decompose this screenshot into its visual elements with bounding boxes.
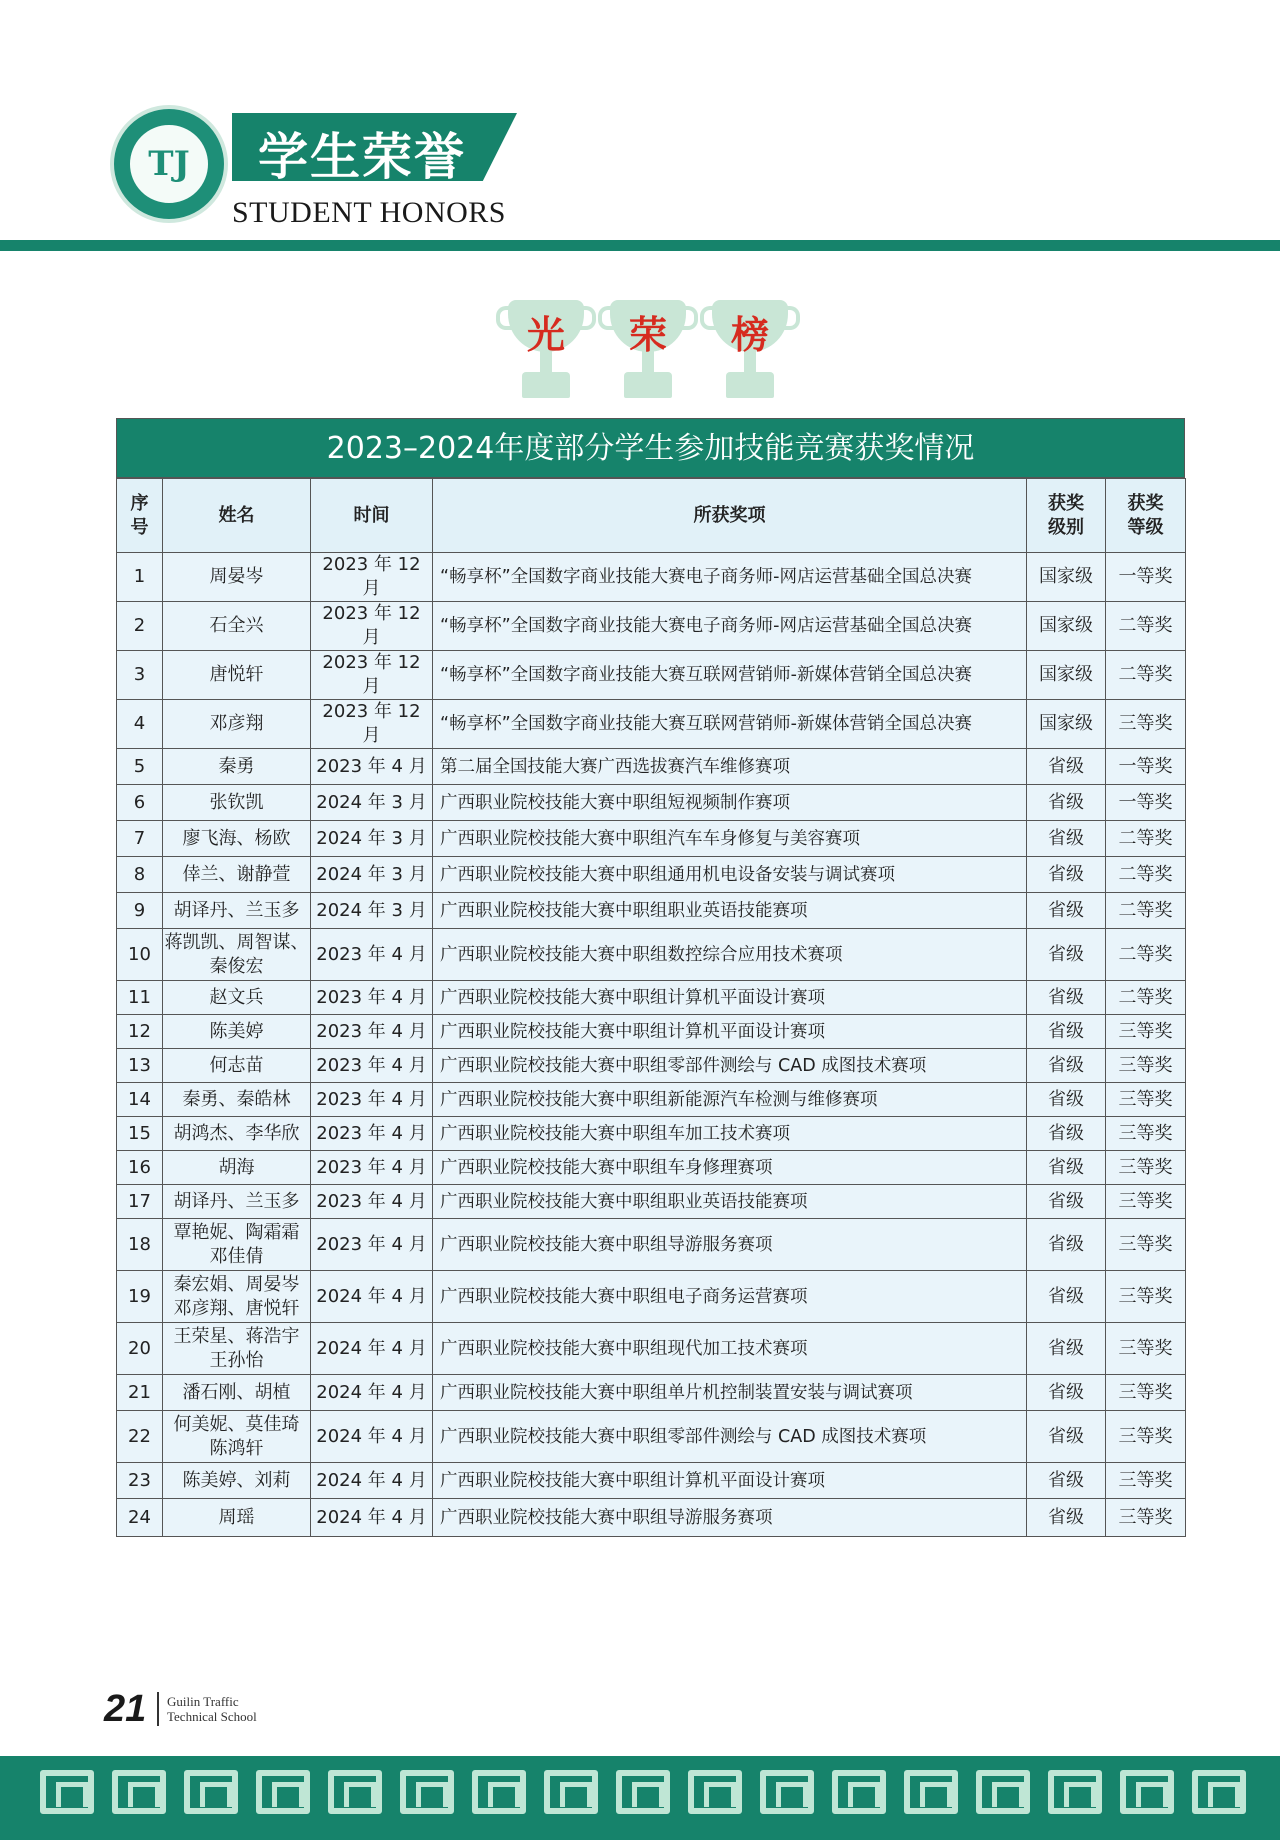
row-index: 18 — [117, 1219, 163, 1271]
table-row — [117, 1411, 1186, 1463]
student-names: 廖飞海、杨欧 — [163, 821, 311, 857]
table-row — [117, 857, 1186, 893]
award-time: 2023 年 4 月 — [311, 1219, 433, 1271]
award-grade: 三等奖 — [1106, 1463, 1186, 1499]
award-grade: 三等奖 — [1106, 1185, 1186, 1219]
row-index: 10 — [117, 929, 163, 981]
col-header-name: 姓名 — [163, 479, 311, 553]
table-row — [117, 821, 1186, 857]
fret-motif — [616, 1770, 670, 1814]
award-grade: 二等奖 — [1106, 981, 1186, 1015]
page-number: 21 — [104, 1688, 147, 1730]
row-index: 19 — [117, 1271, 163, 1323]
award-grade: 一等奖 — [1106, 749, 1186, 785]
award-name: “畅享杯”全国数字商业技能大赛电子商务师-网店运营基础全国总决赛 — [433, 553, 1027, 602]
row-index: 8 — [117, 857, 163, 893]
award-level: 国家级 — [1027, 651, 1106, 700]
fret-motif — [544, 1770, 598, 1814]
award-level: 省级 — [1027, 749, 1106, 785]
award-name: 广西职业院校技能大赛中职组现代加工技术赛项 — [433, 1323, 1027, 1375]
award-level: 省级 — [1027, 1117, 1106, 1151]
student-names: 石全兴 — [163, 602, 311, 651]
table-row — [117, 785, 1186, 821]
student-names: 秦宏娟、周晏岑 邓彦翔、唐悦轩 — [163, 1271, 311, 1323]
row-index: 16 — [117, 1151, 163, 1185]
award-time: 2024 年 4 月 — [311, 1463, 433, 1499]
award-level: 省级 — [1027, 1323, 1106, 1375]
fret-motif — [976, 1770, 1030, 1814]
award-level: 国家级 — [1027, 700, 1106, 749]
award-time: 2023 年 12 月 — [311, 700, 433, 749]
table-row — [117, 1015, 1186, 1049]
row-index: 12 — [117, 1015, 163, 1049]
award-grade: 二等奖 — [1106, 857, 1186, 893]
award-time: 2023 年 4 月 — [311, 1083, 433, 1117]
student-names: 胡海 — [163, 1151, 311, 1185]
fret-motif — [472, 1770, 526, 1814]
student-names: 唐悦轩 — [163, 651, 311, 700]
award-name: 广西职业院校技能大赛中职组新能源汽车检测与维修赛项 — [433, 1083, 1027, 1117]
student-names: 倖兰、谢静萱 — [163, 857, 311, 893]
award-grade: 三等奖 — [1106, 1117, 1186, 1151]
award-time: 2023 年 12 月 — [311, 602, 433, 651]
award-name: 广西职业院校技能大赛中职组职业英语技能赛项 — [433, 1185, 1027, 1219]
award-level: 省级 — [1027, 857, 1106, 893]
award-level: 省级 — [1027, 893, 1106, 929]
award-name: 广西职业院校技能大赛中职组零部件测绘与 CAD 成图技术赛项 — [433, 1411, 1027, 1463]
award-grade: 三等奖 — [1106, 1015, 1186, 1049]
award-grade: 三等奖 — [1106, 1083, 1186, 1117]
table-row — [117, 1499, 1186, 1537]
award-name: 广西职业院校技能大赛中职组单片机控制装置安装与调试赛项 — [433, 1375, 1027, 1411]
page-number-divider — [157, 1692, 159, 1726]
table-row — [117, 1049, 1186, 1083]
table-row — [117, 602, 1186, 651]
student-names: 秦勇 — [163, 749, 311, 785]
award-time: 2024 年 4 月 — [311, 1271, 433, 1323]
award-time: 2023 年 4 月 — [311, 1015, 433, 1049]
col-header-time: 时间 — [311, 479, 433, 553]
award-name: 广西职业院校技能大赛中职组电子商务运营赛项 — [433, 1271, 1027, 1323]
row-index: 5 — [117, 749, 163, 785]
award-time: 2023 年 12 月 — [311, 553, 433, 602]
row-index: 3 — [117, 651, 163, 700]
award-grade: 三等奖 — [1106, 1271, 1186, 1323]
award-name: 广西职业院校技能大赛中职组计算机平面设计赛项 — [433, 1463, 1027, 1499]
award-time: 2024 年 3 月 — [311, 893, 433, 929]
school-name — [167, 1694, 257, 1724]
school-name-line2: Technical School — [167, 1709, 257, 1724]
award-name: 广西职业院校技能大赛中职组通用机电设备安装与调试赛项 — [433, 857, 1027, 893]
page-subtitle: STUDENT HONORS — [232, 196, 506, 229]
award-grade: 二等奖 — [1106, 893, 1186, 929]
student-names: 王荣星、蒋浩宇 王孙怡 — [163, 1323, 311, 1375]
award-name: 广西职业院校技能大赛中职组短视频制作赛项 — [433, 785, 1027, 821]
award-name: “畅享杯”全国数字商业技能大赛互联网营销师-新媒体营销全国总决赛 — [433, 700, 1027, 749]
table-header-row — [117, 479, 1186, 553]
table-row — [117, 929, 1186, 981]
col-header-award: 所获奖项 — [433, 479, 1027, 553]
trophy-icon — [602, 296, 694, 402]
table-row — [117, 893, 1186, 929]
table-row — [117, 1375, 1186, 1411]
award-name: 广西职业院校技能大赛中职组零部件测绘与 CAD 成图技术赛项 — [433, 1049, 1027, 1083]
fret-motif — [1120, 1770, 1174, 1814]
row-index: 11 — [117, 981, 163, 1015]
page-header — [0, 0, 1280, 260]
fret-motif — [1192, 1770, 1246, 1814]
school-name-line1: Guilin Traffic — [167, 1694, 239, 1709]
award-grade: 一等奖 — [1106, 553, 1186, 602]
award-time: 2024 年 4 月 — [311, 1499, 433, 1537]
award-grade: 三等奖 — [1106, 1499, 1186, 1537]
row-index: 24 — [117, 1499, 163, 1537]
table-row — [117, 553, 1186, 602]
student-names: 胡译丹、兰玉多 — [163, 893, 311, 929]
award-grade: 二等奖 — [1106, 602, 1186, 651]
awards-table-section — [116, 418, 1185, 1537]
award-level: 省级 — [1027, 1463, 1106, 1499]
award-time: 2024 年 4 月 — [311, 1323, 433, 1375]
student-names: 潘石刚、胡植 — [163, 1375, 311, 1411]
row-index: 14 — [117, 1083, 163, 1117]
award-time: 2024 年 3 月 — [311, 785, 433, 821]
row-index: 9 — [117, 893, 163, 929]
award-level: 省级 — [1027, 1375, 1106, 1411]
award-name: 广西职业院校技能大赛中职组数控综合应用技术赛项 — [433, 929, 1027, 981]
honor-char: 光 — [526, 312, 565, 357]
award-level: 省级 — [1027, 1271, 1106, 1323]
table-title: 2023–2024年度部分学生参加技能竞赛获奖情况 — [116, 418, 1185, 478]
award-level: 省级 — [1027, 1185, 1106, 1219]
award-name: 广西职业院校技能大赛中职组车加工技术赛项 — [433, 1117, 1027, 1151]
row-index: 2 — [117, 602, 163, 651]
award-level: 省级 — [1027, 1083, 1106, 1117]
row-index: 1 — [117, 553, 163, 602]
table-row — [117, 981, 1186, 1015]
table-row — [117, 749, 1186, 785]
fret-motif — [328, 1770, 382, 1814]
row-index: 21 — [117, 1375, 163, 1411]
award-time: 2023 年 12 月 — [311, 651, 433, 700]
student-names: 周晏岑 — [163, 553, 311, 602]
award-time: 2024 年 4 月 — [311, 1375, 433, 1411]
col-header-index: 序 号 — [117, 479, 163, 553]
award-level: 国家级 — [1027, 602, 1106, 651]
col-header-grade: 获奖 等级 — [1106, 479, 1186, 553]
fret-pattern — [40, 1770, 1280, 1826]
award-grade: 二等奖 — [1106, 821, 1186, 857]
table-row — [117, 1083, 1186, 1117]
row-index: 7 — [117, 821, 163, 857]
fret-motif — [688, 1770, 742, 1814]
row-index: 13 — [117, 1049, 163, 1083]
award-level: 省级 — [1027, 1411, 1106, 1463]
honor-char: 荣 — [628, 312, 667, 357]
fret-motif — [256, 1770, 310, 1814]
table-row — [117, 1271, 1186, 1323]
award-time: 2023 年 4 月 — [311, 981, 433, 1015]
logo-monogram: TJ — [127, 122, 211, 206]
award-name: 广西职业院校技能大赛中职组导游服务赛项 — [433, 1499, 1027, 1537]
award-time: 2024 年 4 月 — [311, 1411, 433, 1463]
award-grade: 一等奖 — [1106, 785, 1186, 821]
award-grade: 二等奖 — [1106, 651, 1186, 700]
award-grade: 二等奖 — [1106, 929, 1186, 981]
row-index: 17 — [117, 1185, 163, 1219]
award-name: 广西职业院校技能大赛中职组职业英语技能赛项 — [433, 893, 1027, 929]
student-names: 周瑶 — [163, 1499, 311, 1537]
table-row — [117, 1323, 1186, 1375]
table-row — [117, 700, 1186, 749]
student-names: 蒋凯凯、周智谋、 秦俊宏 — [163, 929, 311, 981]
row-index: 4 — [117, 700, 163, 749]
award-time: 2024 年 3 月 — [311, 821, 433, 857]
student-names: 胡鸿杰、李华欣 — [163, 1117, 311, 1151]
award-time: 2023 年 4 月 — [311, 1151, 433, 1185]
row-index: 22 — [117, 1411, 163, 1463]
fret-motif — [904, 1770, 958, 1814]
student-names: 陈美婷、刘莉 — [163, 1463, 311, 1499]
student-names: 何美妮、莫佳琦 陈鸿轩 — [163, 1411, 311, 1463]
honor-board — [500, 296, 800, 406]
award-time: 2023 年 4 月 — [311, 1117, 433, 1151]
award-time: 2023 年 4 月 — [311, 1185, 433, 1219]
fret-motif — [184, 1770, 238, 1814]
award-level: 省级 — [1027, 1015, 1106, 1049]
award-level: 省级 — [1027, 1049, 1106, 1083]
award-name: 广西职业院校技能大赛中职组汽车车身修复与美容赛项 — [433, 821, 1027, 857]
award-name: 广西职业院校技能大赛中职组导游服务赛项 — [433, 1219, 1027, 1271]
award-name: “畅享杯”全国数字商业技能大赛互联网营销师-新媒体营销全国总决赛 — [433, 651, 1027, 700]
award-level: 省级 — [1027, 785, 1106, 821]
student-names: 覃艳妮、陶霜霜 邓佳倩 — [163, 1219, 311, 1271]
student-names: 何志苗 — [163, 1049, 311, 1083]
page-title: 学生荣誉 — [258, 127, 466, 186]
award-grade: 三等奖 — [1106, 1323, 1186, 1375]
table-row — [117, 1463, 1186, 1499]
award-grade: 三等奖 — [1106, 1049, 1186, 1083]
honor-char: 榜 — [730, 312, 769, 357]
award-level: 省级 — [1027, 1151, 1106, 1185]
award-name: 第二届全国技能大赛广西选拔赛汽车维修赛项 — [433, 749, 1027, 785]
award-grade: 三等奖 — [1106, 1375, 1186, 1411]
table-row — [117, 1117, 1186, 1151]
award-grade: 三等奖 — [1106, 1151, 1186, 1185]
student-names: 邓彦翔 — [163, 700, 311, 749]
table-row — [117, 651, 1186, 700]
fret-motif — [400, 1770, 454, 1814]
trophy-icon — [704, 296, 796, 402]
student-names: 赵文兵 — [163, 981, 311, 1015]
table-row — [117, 1151, 1186, 1185]
award-time: 2023 年 4 月 — [311, 929, 433, 981]
student-names: 陈美婷 — [163, 1015, 311, 1049]
student-names: 张钦凯 — [163, 785, 311, 821]
award-time: 2023 年 4 月 — [311, 1049, 433, 1083]
award-time: 2024 年 3 月 — [311, 857, 433, 893]
row-index: 20 — [117, 1323, 163, 1375]
award-name: “畅享杯”全国数字商业技能大赛电子商务师-网店运营基础全国总决赛 — [433, 602, 1027, 651]
footer-band — [0, 1756, 1280, 1840]
col-header-level: 获奖 级别 — [1027, 479, 1106, 553]
table-row — [117, 1185, 1186, 1219]
student-names: 秦勇、秦皓林 — [163, 1083, 311, 1117]
award-grade: 三等奖 — [1106, 1411, 1186, 1463]
fret-motif — [1048, 1770, 1102, 1814]
award-level: 国家级 — [1027, 553, 1106, 602]
student-names: 胡译丹、兰玉多 — [163, 1185, 311, 1219]
fret-motif — [832, 1770, 886, 1814]
award-time: 2023 年 4 月 — [311, 749, 433, 785]
award-level: 省级 — [1027, 1219, 1106, 1271]
award-level: 省级 — [1027, 1499, 1106, 1537]
fret-motif — [760, 1770, 814, 1814]
school-logo — [110, 105, 228, 223]
table-row — [117, 1219, 1186, 1271]
fret-motif — [112, 1770, 166, 1814]
award-name: 广西职业院校技能大赛中职组计算机平面设计赛项 — [433, 981, 1027, 1015]
award-level: 省级 — [1027, 821, 1106, 857]
awards-table — [116, 478, 1186, 1537]
header-divider — [0, 240, 1280, 251]
award-name: 广西职业院校技能大赛中职组计算机平面设计赛项 — [433, 1015, 1027, 1049]
award-name: 广西职业院校技能大赛中职组车身修理赛项 — [433, 1151, 1027, 1185]
award-level: 省级 — [1027, 981, 1106, 1015]
award-level: 省级 — [1027, 929, 1106, 981]
award-grade: 三等奖 — [1106, 700, 1186, 749]
fret-motif — [40, 1770, 94, 1814]
trophy-icon — [500, 296, 592, 402]
row-index: 6 — [117, 785, 163, 821]
row-index: 23 — [117, 1463, 163, 1499]
award-grade: 三等奖 — [1106, 1219, 1186, 1271]
row-index: 15 — [117, 1117, 163, 1151]
